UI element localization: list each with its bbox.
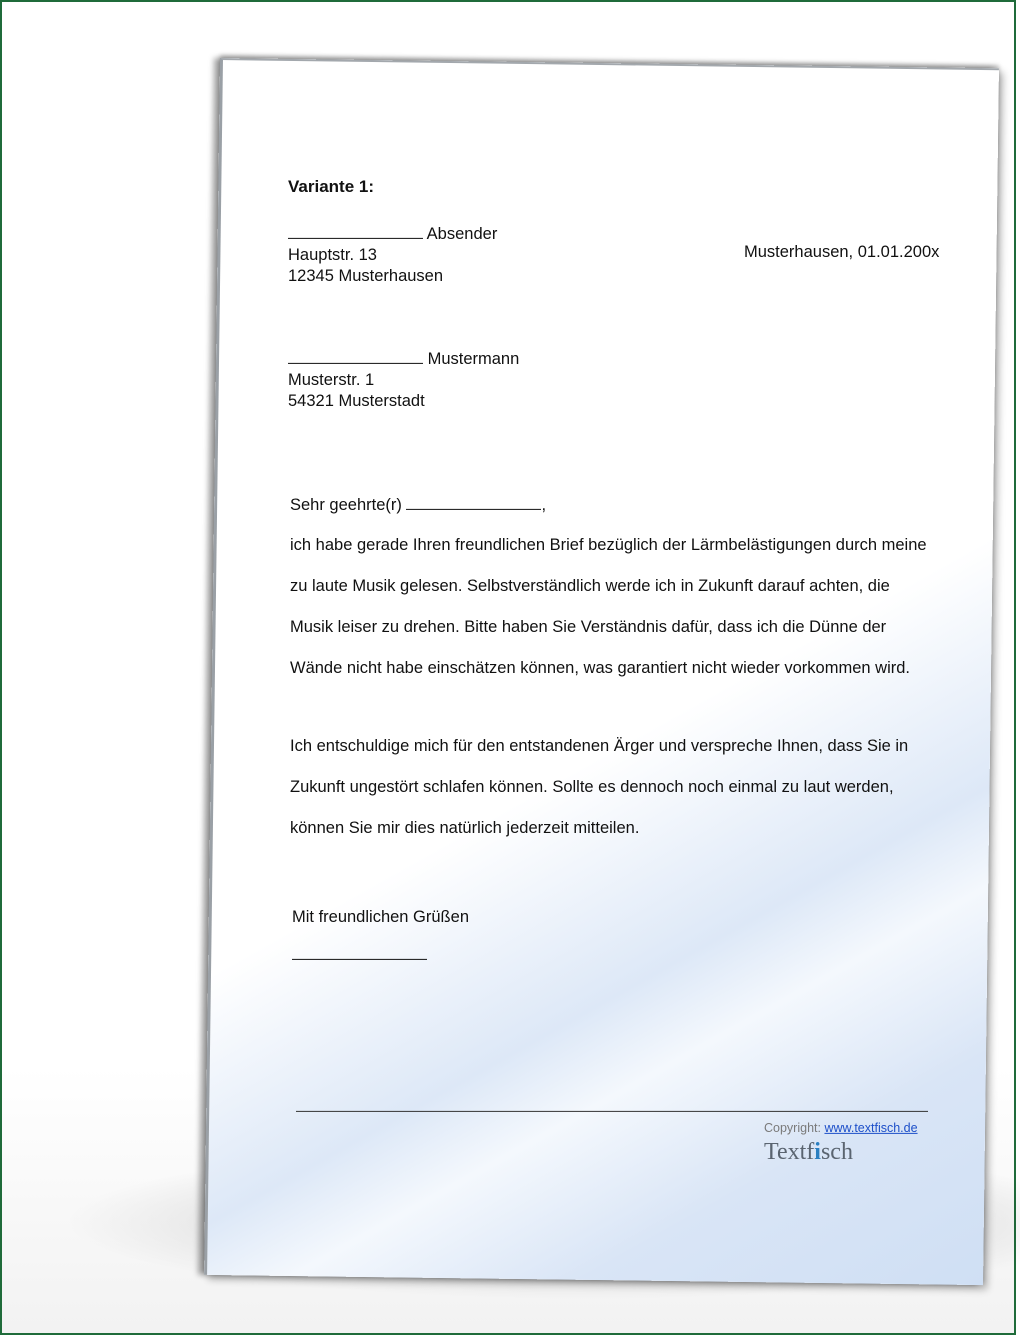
salutation-prefix: Sehr geehrte(r) [289,495,402,514]
closing: Mit freundlichen Grüßen [291,907,469,926]
sender-block [288,224,497,287]
salutation-suffix: , [541,495,547,514]
sender-name-line [288,224,497,245]
logo-text-start: Textf [763,1138,815,1165]
sender-city: 12345 Musterhausen [287,266,444,285]
recipient-city: 54321 Musterstadt [287,391,425,410]
salutation-blank-line [406,495,541,510]
signature-line [292,959,427,960]
textfisch-logo [764,1139,853,1166]
sender-name-label: Absender [426,224,498,243]
logo-text-end: sch [820,1138,853,1165]
copyright-label: Copyright: [763,1120,821,1135]
date-line: Musterhausen, 01.01.200x [743,242,940,261]
salutation [290,495,546,515]
variant-heading: Variante 1: [287,176,374,196]
recipient-street: Musterstr. 1 [287,370,375,389]
sender-street: Hauptstr. 13 [287,245,377,264]
document-sheet-wrapper [204,58,996,1283]
body-paragraph-2: Ich entschuldige mich für den entstandenen Ärger und verspreche Ihnen, dass Sie in Zukunft ungestört schlafen können. Sollte es dennoch noch einmal zu laut werden, können Sie mir dies natürlich jederzeit mitteilen. [289,736,909,837]
body-paragraph-1: ich habe gerade Ihren freundlichen Brief bezüglich der Lärmbelästigungen durch meine zu laute Musik gelesen. Selbstverständlich werde ich in Zukunft darauf achten, die Musik leiser zu drehen. Bitte haben Sie Verständnis dafür, dass ich die Dünne der Wände nicht habe einschätzen können, was garantiert nicht wieder vorkommen wird. [289,535,927,677]
recipient-block [288,349,519,412]
footer-rule [296,1111,928,1112]
recipient-blank-line [288,349,423,364]
recipient-name-line [288,349,519,370]
logo-fish-letter: i [814,1138,821,1165]
recipient-name-label: Mustermann [427,349,520,368]
sender-blank-line [288,224,423,239]
copyright-link[interactable]: www.textfisch.de [824,1120,918,1135]
copyright-notice [764,1121,918,1135]
